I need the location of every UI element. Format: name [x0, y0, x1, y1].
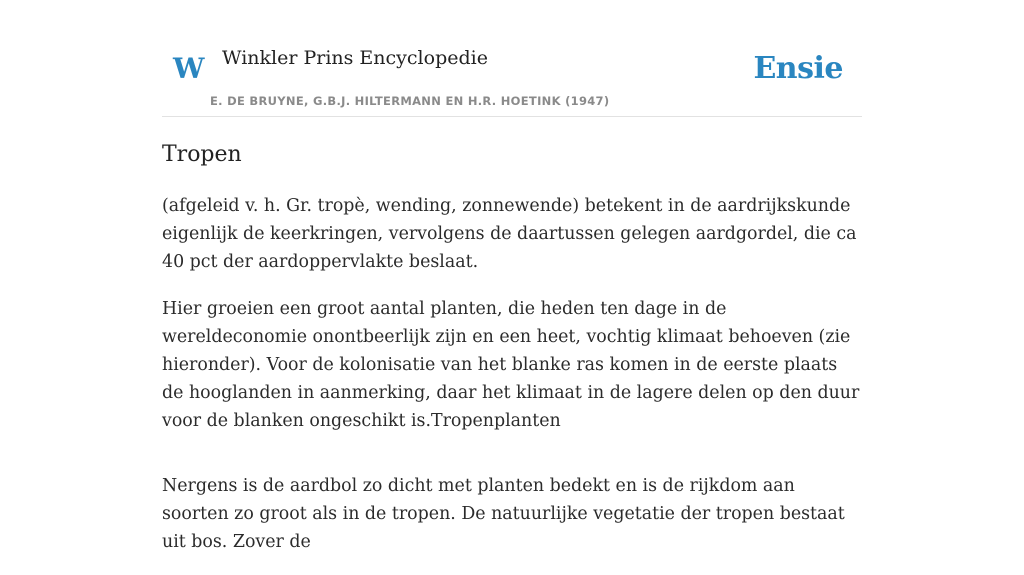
brand-logo-link[interactable]: Ensie: [753, 51, 843, 86]
page: [162, 0, 862, 552]
paragraph: (afgeleid v. h. Gr. tropè, wending, zonnewende) betekent in de aardrijkskunde eigenlijk de keerkringen, vervolgens de daartussen gelegen aardgordel, die ca 40 pct der aardoppervlakte beslaat.: [162, 196, 857, 272]
article-title: Tropen: [162, 142, 242, 167]
site-logo-icon[interactable]: W: [173, 52, 205, 85]
site-header: [162, 0, 862, 117]
paragraph: Hier groeien een groot aantal planten, die heden ten dage in de wereldeconomie onontbeerlijk zijn en een heet, vochtig klimaat behoeven (zie hieronder). Voor de kolonisatie van het blanke ras komen in de eerste plaats de hooglanden in aanmerking, daar het klimaat in de lagere delen op den duur voor de blanken ongeschikt is.Tropenplanten: [162, 299, 860, 431]
site-byline: E. DE BRUYNE, G.B.J. HILTERMANN EN H.R. HOETINK (1947): [210, 94, 610, 108]
article-body: [162, 192, 862, 575]
paragraph: Nergens is de aardbol zo dicht met planten bedekt en is de rijkdom aan soorten zo groot als in de tropen. De natuurlijke vegetatie der tropen bestaat uit bos. Zover de: [162, 476, 845, 552]
site-title-link[interactable]: Winkler Prins Encyclopedie: [222, 47, 488, 69]
